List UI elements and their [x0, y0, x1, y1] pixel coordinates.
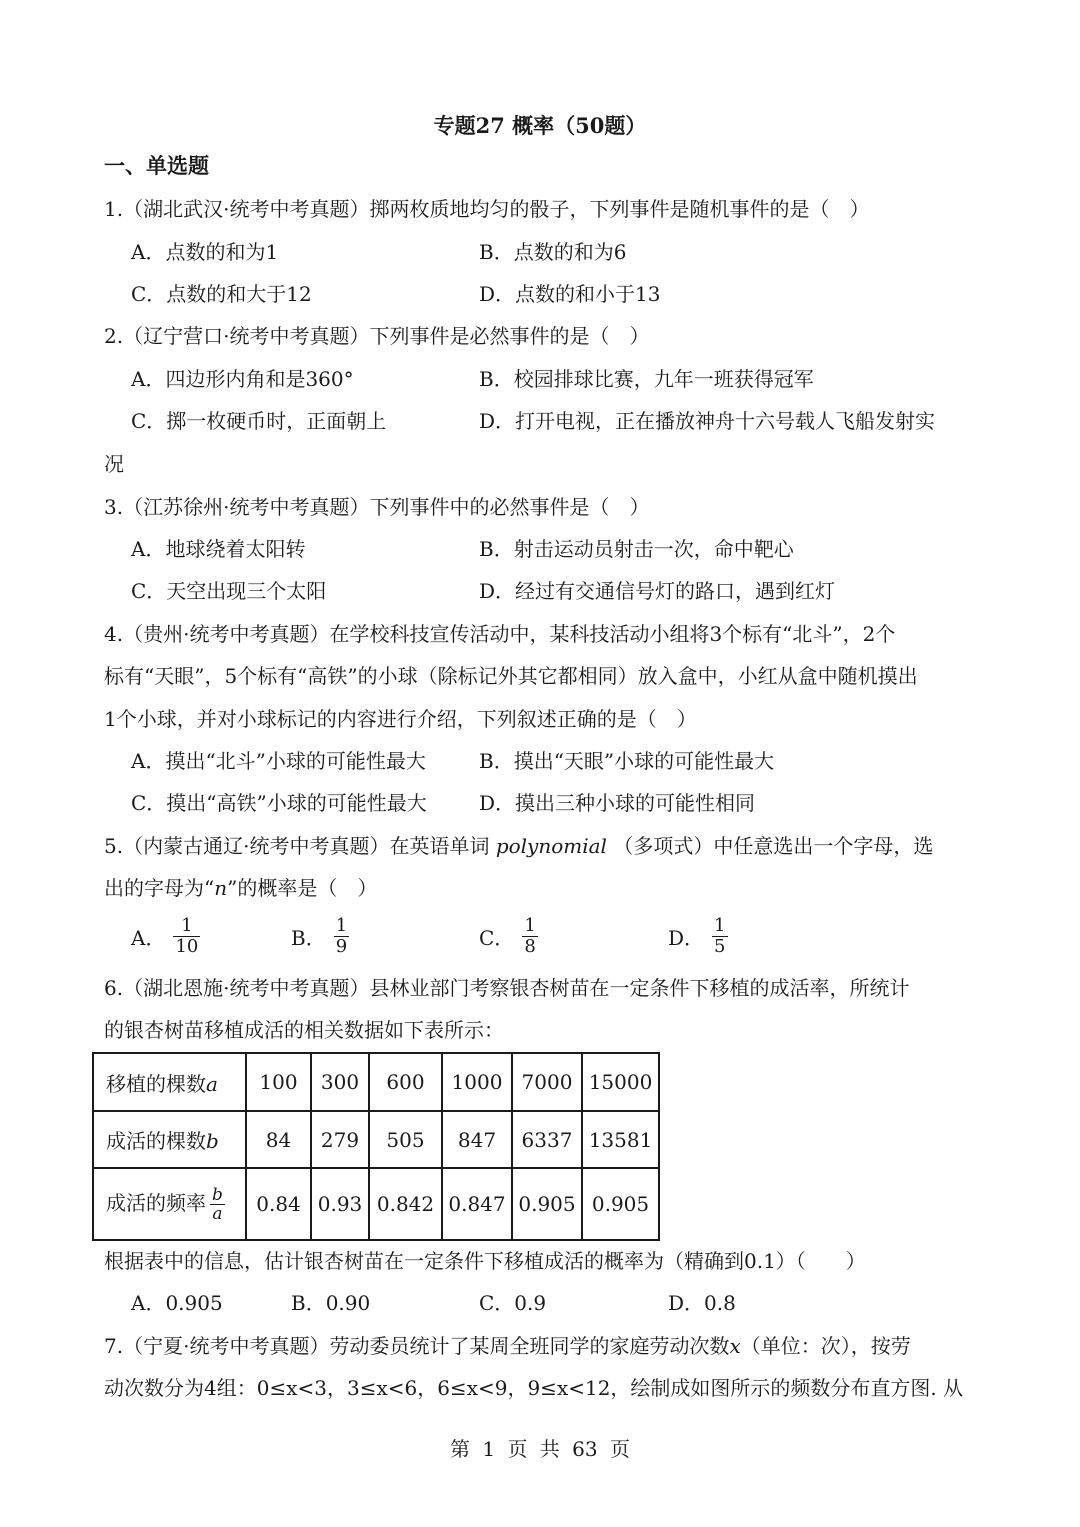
table-cell: 0.905	[582, 1168, 659, 1240]
question-5-stem-line-1	[104, 832, 933, 860]
question-7-stem-line-2: 动次数分为4组：0≤x<3，3≤x<6，6≤x<9，9≤x<12，绘制成如图所示的频数分布直方图. 从	[104, 1376, 964, 1400]
question-3-stem: 3.（江苏徐州·统考中考真题）下列事件中的必然事件是（ ）	[104, 495, 650, 519]
question-6-option-d: D．0.8	[668, 1291, 736, 1315]
question-6-stem-line-1: 6.（湖北恩施·统考中考真题）县林业部门考察银杏树苗在一定条件下移植的成活率，所统计	[104, 976, 910, 1000]
table-cell: 7000	[512, 1053, 582, 1111]
question-3-option-c: C．天空出现三个太阳	[131, 579, 327, 603]
option-label: B．	[291, 926, 326, 950]
fraction-denominator: 10	[175, 936, 199, 957]
question-5-stem-prefix: 5.（内蒙古通辽·统考中考真题）在英语单词	[104, 834, 490, 858]
question-5-line-2-suffix: ”的概率是（ ）	[227, 876, 378, 900]
page-footer: 第 1 页 共 63 页	[450, 1437, 630, 1461]
table-row	[93, 1111, 659, 1168]
fraction	[210, 1186, 225, 1223]
table-cell: 13581	[582, 1111, 659, 1168]
row-label: 成活的频率	[106, 1190, 206, 1215]
row-label: 成活的棵数	[106, 1129, 206, 1153]
table-row-header	[93, 1168, 246, 1240]
table-cell: 0.84	[246, 1168, 311, 1240]
question-1-stem: 1.（湖北武汉·统考中考真题）掷两枚质地均匀的骰子，下列事件是随机事件的是（ ）	[104, 197, 870, 221]
fraction-denominator: 8	[524, 936, 536, 957]
table-row	[93, 1168, 659, 1240]
question-4-stem-line-1: 4.（贵州·统考中考真题）在学校科技宣传活动中，某科技活动小组将3个标有“北斗”，2个	[104, 622, 896, 646]
fraction-denominator: 9	[335, 936, 348, 957]
table-cell: 0.93	[311, 1168, 369, 1240]
question-5-line-2-prefix: 出的字母为“	[104, 876, 215, 900]
question-2-option-d-continued: 况	[104, 452, 124, 476]
table-cell: 505	[369, 1111, 442, 1168]
table-row	[93, 1053, 659, 1111]
table-cell: 300	[311, 1053, 369, 1111]
question-7-stem-line-1	[104, 1332, 911, 1360]
question-5-stem-suffix: （多项式）中任意选出一个字母，选	[613, 834, 934, 858]
option-label: D．	[668, 926, 705, 950]
fraction-numerator: 1	[173, 916, 200, 937]
row-variable: a	[206, 1071, 218, 1096]
question-6-stem-line-2: 的银杏树苗移植成活的相关数据如下表所示：	[104, 1018, 504, 1042]
question-6-follow-up: 根据表中的信息，估计银杏树苗在一定条件下移植成活的概率为（精确到0.1）（ ）	[104, 1249, 866, 1273]
table-cell: 15000	[582, 1053, 659, 1111]
fraction-denominator: a	[212, 1203, 223, 1224]
question-3-option-d: D．经过有交通信号灯的路口，遇到红灯	[479, 579, 836, 603]
question-5-word: polynomial	[495, 834, 607, 858]
question-2-option-c: C．掷一枚硬币时，正面朝上	[131, 409, 387, 433]
table-row-header	[93, 1053, 246, 1111]
question-5-letter: n	[214, 876, 228, 900]
question-4-stem-line-3: 1个小球，并对小球标记的内容进行介绍，下列叙述正确的是（ ）	[104, 707, 697, 731]
section-heading: 一、单选题	[104, 153, 209, 178]
question-2-option-d: D．打开电视，正在播放神舟十六号载人飞船发射实	[479, 409, 936, 433]
table-cell: 847	[442, 1111, 512, 1168]
question-3-option-a: A．地球绕着太阳转	[131, 537, 306, 561]
question-5-option-a	[131, 916, 200, 957]
question-3-option-b: B．射击运动员射击一次，命中靶心	[479, 537, 794, 561]
question-1-option-d: D．点数的和小于13	[479, 282, 661, 306]
question-6-option-b: B．0.90	[291, 1291, 371, 1315]
row-variable: b	[206, 1129, 219, 1153]
question-5-option-b	[291, 916, 349, 957]
question-2-stem: 2.（辽宁营口·统考中考真题）下列事件是必然事件的是（ ）	[104, 324, 650, 348]
table-cell: 100	[246, 1053, 311, 1111]
question-5-stem-line-2	[104, 874, 377, 902]
option-label: A．	[131, 926, 166, 950]
question-5-option-c	[479, 916, 538, 957]
table-cell: 0.905	[512, 1168, 582, 1240]
survival-data-table	[92, 1052, 660, 1241]
question-1-option-a: A．点数的和为1	[131, 240, 279, 264]
question-4-option-a: A．摸出“北斗”小球的可能性最大	[131, 749, 426, 773]
table-row-header	[93, 1111, 246, 1168]
fraction-numerator: 1	[524, 915, 536, 936]
table-cell: 6337	[512, 1111, 582, 1168]
question-1-option-b: B．点数的和为6	[479, 240, 627, 264]
question-4-option-c: C．摸出“高铁”小球的可能性最大	[131, 791, 427, 815]
question-4-stem-line-2: 标有“天眼”，5个标有“高铁”的小球（除标记外其它都相同）放入盒中，小红从盒中随机摸出	[104, 664, 918, 688]
fraction	[522, 916, 537, 957]
fraction	[712, 916, 727, 957]
question-2-option-a: A．四边形内角和是360°	[131, 367, 354, 391]
table-cell: 0.842	[369, 1168, 442, 1240]
page-title: 专题27 概率（50题）	[433, 113, 647, 138]
question-4-option-b: B．摸出“天眼”小球的可能性最大	[479, 749, 775, 773]
question-2-option-b: B．校园排球比赛，九年一班获得冠军	[479, 367, 814, 391]
fraction	[173, 916, 200, 957]
question-7-suffix: （单位：次），按劳	[740, 1334, 911, 1358]
table-cell: 279	[311, 1111, 369, 1168]
table-cell: 0.847	[442, 1168, 512, 1240]
fraction-numerator: 1	[714, 915, 726, 936]
table-cell: 600	[369, 1053, 442, 1111]
question-7-variable: x	[729, 1334, 741, 1358]
fraction	[334, 916, 349, 957]
fraction-numerator: 1	[335, 915, 348, 936]
option-label: C．	[479, 926, 515, 950]
table-cell: 84	[246, 1111, 311, 1168]
question-6-option-c: C．0.9	[479, 1291, 547, 1315]
table-cell: 1000	[442, 1053, 512, 1111]
row-label: 移植的棵数	[106, 1071, 206, 1096]
question-6-option-a: A．0.905	[131, 1291, 223, 1315]
question-5-option-d	[668, 916, 728, 957]
fraction-numerator: b	[212, 1184, 223, 1205]
question-1-option-c: C．点数的和大于12	[131, 282, 312, 306]
question-4-option-d: D．摸出三种小球的可能性相同	[479, 791, 756, 815]
question-7-prefix: 7.（宁夏·统考中考真题）劳动委员统计了某周全班同学的家庭劳动次数	[104, 1334, 730, 1358]
fraction-denominator: 5	[714, 936, 726, 957]
